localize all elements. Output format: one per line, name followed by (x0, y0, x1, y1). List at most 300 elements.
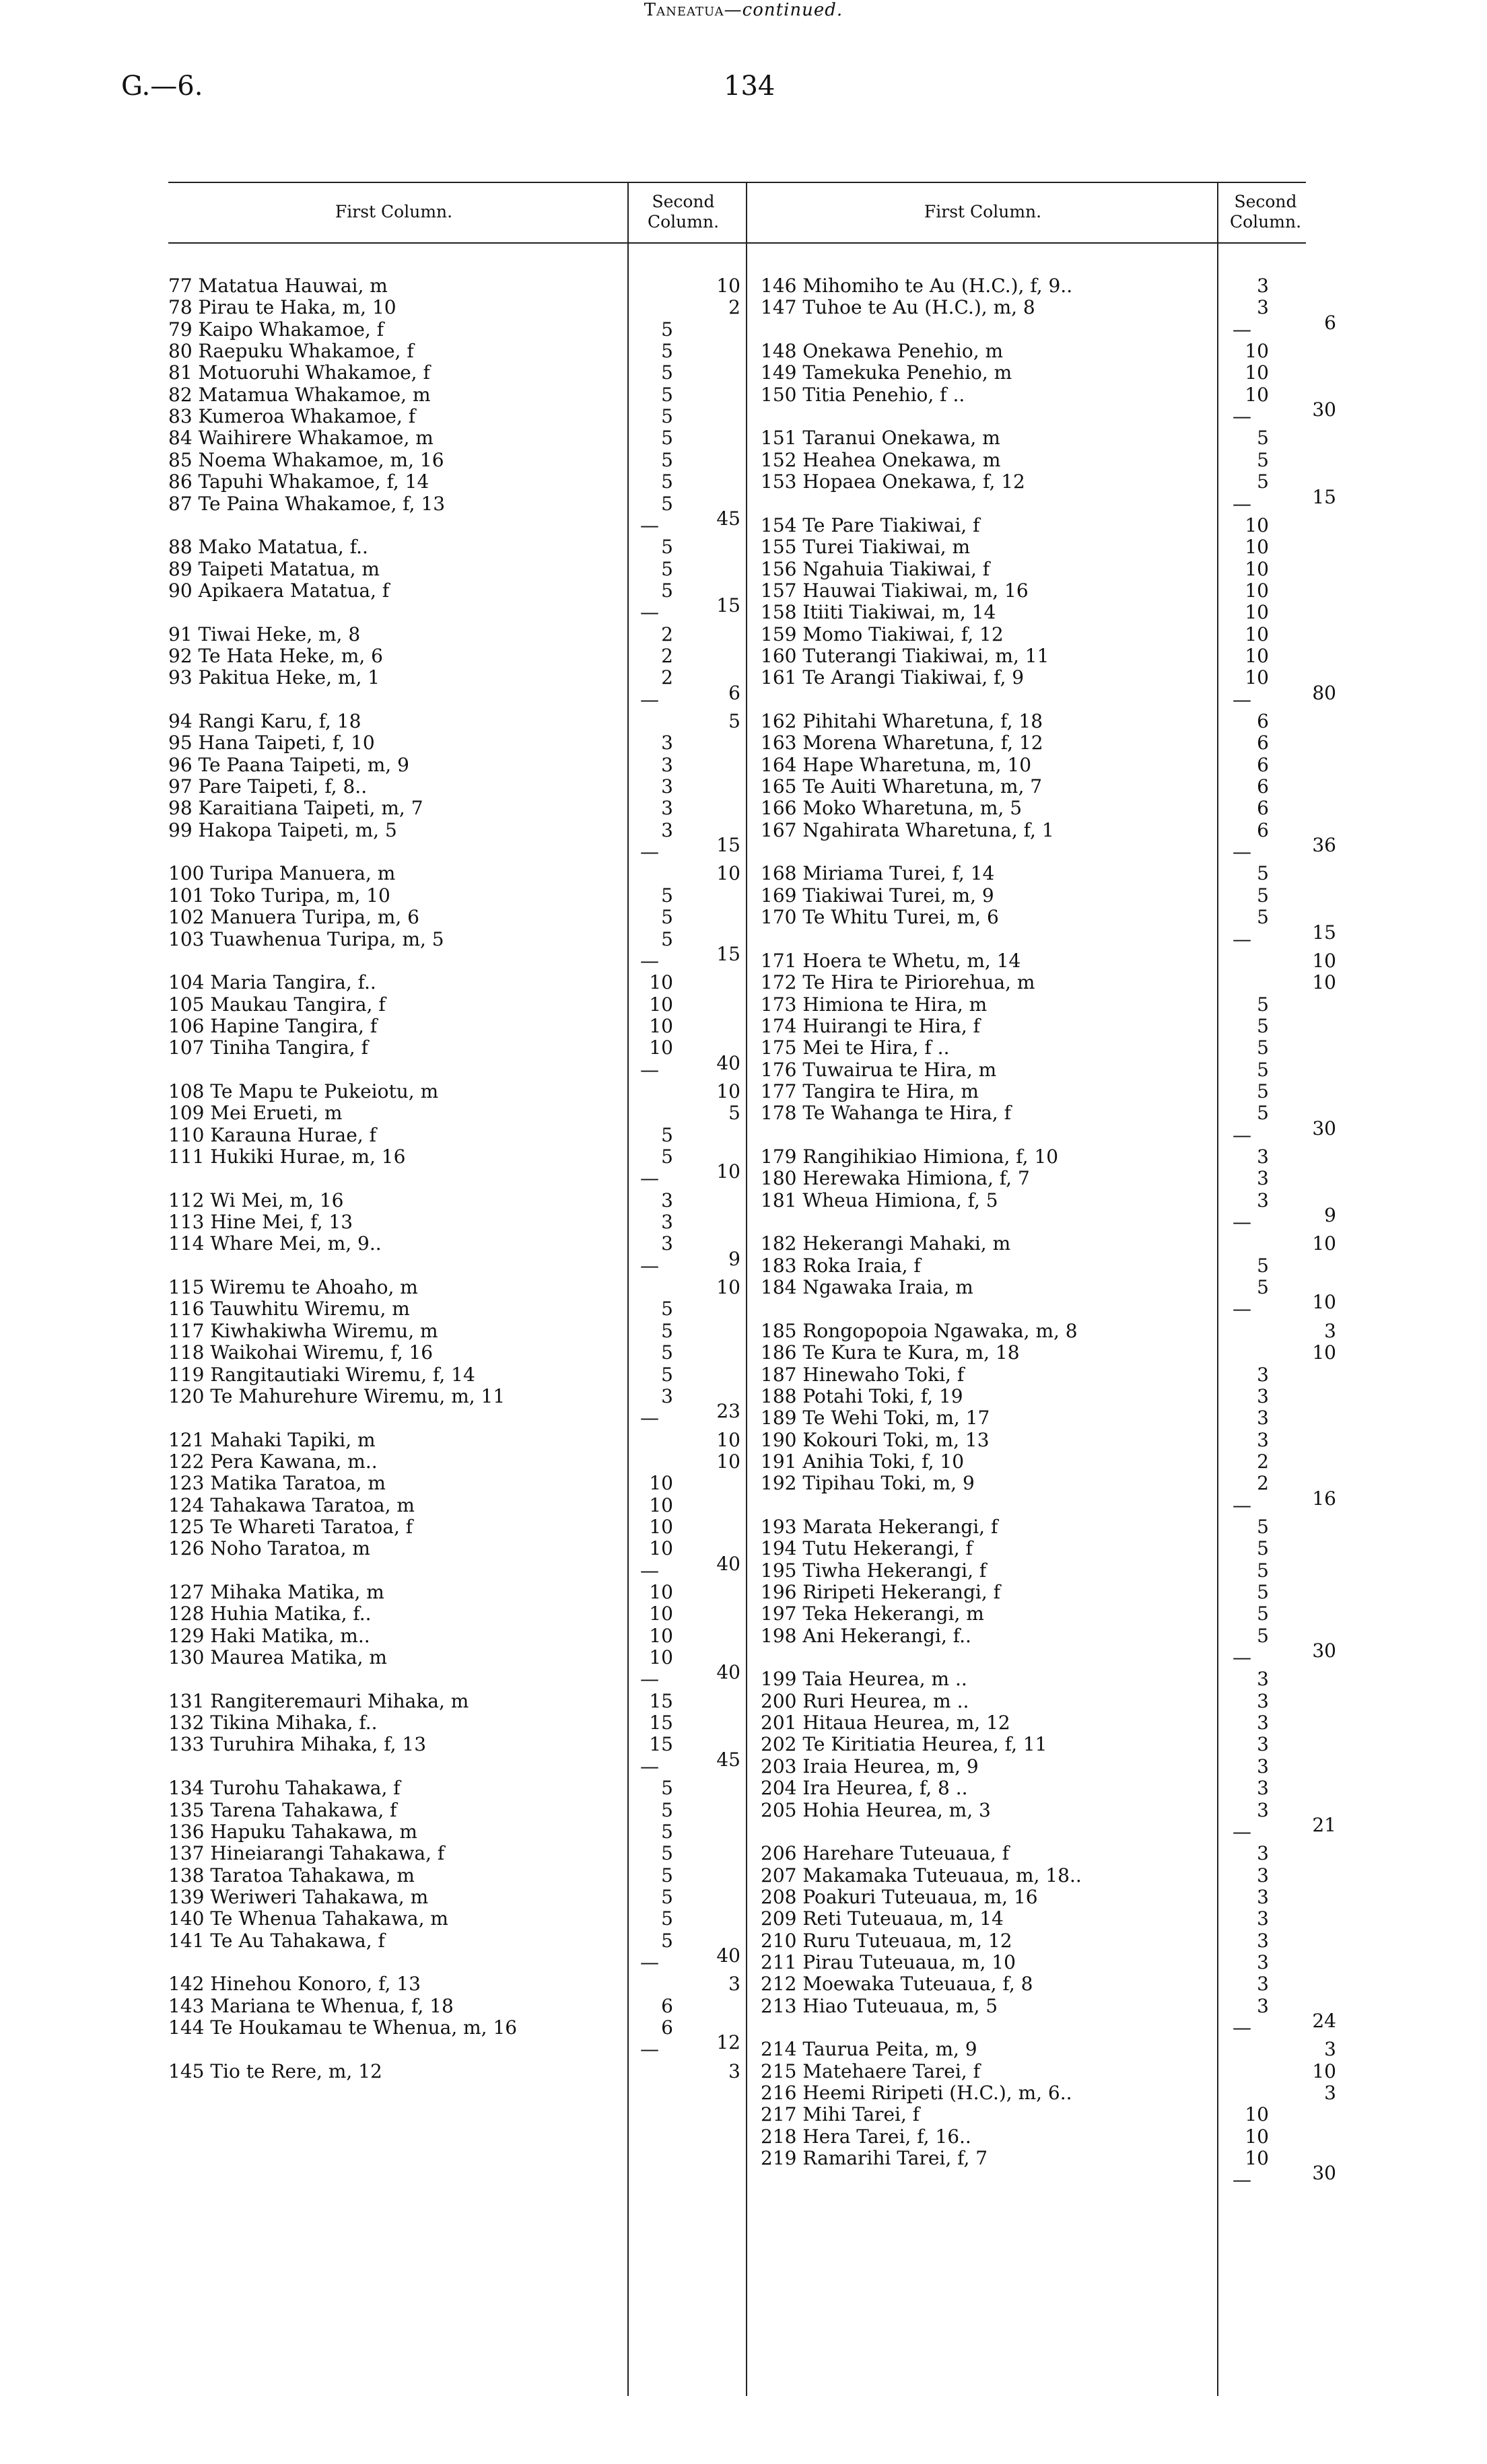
right-subtotal-value: 30 (1312, 398, 1336, 421)
left-entry-name: 105 Maukau Tangira, f (168, 993, 386, 1016)
right-entry-value: 6 (1257, 775, 1269, 798)
left-subtotal-value: 40 (716, 1661, 740, 1684)
right-entry-name: 215 Matehaere Tarei, f (761, 2060, 980, 2082)
left-first-column-header: First Column. (335, 202, 453, 221)
right-entry-name: 212 Moewaka Tuteuaua, f, 8 (761, 1973, 1033, 1996)
right-entry-name: 156 Ngahuia Tiakiwai, f (761, 557, 990, 580)
left-entry-name: 126 Noho Taratoa, m (168, 1537, 370, 1560)
left-subtotal-dash: — (640, 1950, 659, 1973)
left-subtotal-dash: — (640, 1254, 659, 1277)
left-entry-value: 5 (661, 1820, 673, 1843)
left-entry-name: 144 Te Houkamau te Whenua, m, 16 (168, 2016, 518, 2039)
right-entry-value: 6 (1257, 732, 1269, 754)
left-entry-name: 111 Hukiki Hurae, m, 16 (168, 1146, 406, 1168)
right-entry-value: 3 (1257, 1668, 1269, 1691)
left-subtotal-dash: — (640, 1755, 659, 1777)
left-entry-value: 10 (649, 1472, 673, 1495)
right-entry-name: 210 Ruru Tuteuaua, m, 12 (761, 1929, 1012, 1952)
left-entry-value: 5 (661, 557, 673, 580)
left-entry-value: 10 (716, 862, 740, 885)
right-entry-name: 183 Roka Iraia, f (761, 1254, 921, 1277)
left-entry-name: 114 Whare Mei, m, 9.. (168, 1232, 382, 1255)
right-entry-value: 3 (1257, 1384, 1269, 1407)
right-second-column-header (1215, 192, 1316, 232)
left-entry-name: 107 Tiniha Tangira, f (168, 1036, 368, 1059)
left-entry-value: 15 (649, 1689, 673, 1712)
right-entry-value: 5 (1257, 1624, 1269, 1647)
right-entry-value: 3 (1257, 1167, 1269, 1190)
left-entry-value: 5 (728, 1102, 740, 1125)
right-entry-value: 3 (1257, 1189, 1269, 1211)
left-entry-name: 141 Te Au Tahakawa, f (168, 1929, 385, 1952)
left-entry-value: 5 (661, 470, 673, 493)
right-entry-name: 209 Reti Tuteuaua, m, 14 (761, 1907, 1004, 1930)
left-subtotal-value: 40 (716, 1944, 740, 1967)
left-entry-name: 99 Hakopa Taipeti, m, 5 (168, 818, 397, 841)
right-entry-value: 5 (1257, 884, 1269, 907)
right-entry-value: 10 (1245, 2147, 1269, 2170)
left-entry-name: 133 Turuhira Mihaka, f, 13 (168, 1733, 427, 1756)
left-entry-name: 120 Te Mahurehure Wiremu, m, 11 (168, 1384, 506, 1407)
left-entry-name: 110 Karauna Hurae, f (168, 1123, 376, 1146)
left-entry-name: 98 Karaitiana Taipeti, m, 7 (168, 797, 423, 820)
right-entry-name: 187 Hinewaho Toki, f (761, 1363, 965, 1386)
left-entry-value: 10 (649, 971, 673, 994)
left-entry-name: 139 Weriweri Tahakawa, m (168, 1885, 429, 1908)
right-entry-name: 207 Makamaka Tuteuaua, m, 18.. (761, 1864, 1082, 1887)
right-entry-value: 5 (1257, 448, 1269, 471)
left-entry-value: 5 (661, 1842, 673, 1865)
right-entry-value: 10 (1245, 361, 1269, 384)
left-entry-name: 130 Maurea Matika, m (168, 1646, 387, 1669)
left-entry-value: 2 (661, 623, 673, 645)
left-entry-name: 119 Rangitautiaki Wiremu, f, 14 (168, 1363, 475, 1386)
left-entry-value: 3 (661, 818, 673, 841)
right-entry-name: 219 Ramarihi Tarei, f, 7 (761, 2147, 988, 2170)
left-entry-name: 81 Motuoruhi Whakamoe, f (168, 361, 430, 384)
right-entry-value: 3 (1257, 1798, 1269, 1821)
right-entry-value: 2 (1257, 1450, 1269, 1473)
left-entry-value: 10 (649, 1515, 673, 1538)
left-entry-name: 104 Maria Tangira, f.. (168, 971, 376, 994)
left-subtotal-value: 15 (716, 834, 740, 857)
left-entry-value: 3 (661, 1232, 673, 1255)
left-entry-value: 3 (728, 2060, 740, 2082)
right-subtotal-dash: — (1233, 1123, 1251, 1146)
left-entry-value: 5 (661, 579, 673, 602)
left-entry-name: 136 Hapuku Tahakawa, m (168, 1820, 417, 1843)
right-subtotal-value: 36 (1312, 834, 1336, 857)
right-entry-value: 3 (1257, 1994, 1269, 2017)
left-entry-value: 5 (661, 405, 673, 428)
left-subtotal-value: 12 (716, 2031, 740, 2054)
right-entry-name: 192 Tipihau Toki, m, 9 (761, 1472, 975, 1495)
left-entry-name: 90 Apikaera Matatua, f (168, 579, 390, 602)
left-subtotal-dash: — (640, 949, 659, 972)
right-subtotal-dash: — (1233, 1820, 1251, 1843)
left-entry-name: 124 Tahakawa Taratoa, m (168, 1493, 415, 1516)
right-entry-name: 189 Te Wehi Toki, m, 17 (761, 1407, 990, 1430)
right-entry-name: 214 Taurua Peita, m, 9 (761, 2038, 977, 2061)
right-entry-name: 158 Itiiti Tiakiwai, m, 14 (761, 601, 996, 624)
right-entry-name: 197 Teka Hekerangi, m (761, 1603, 984, 1625)
left-entry-value: 5 (661, 1319, 673, 1342)
right-subtotal-value: 15 (1312, 485, 1336, 508)
left-entry-value: 5 (661, 448, 673, 471)
left-entry-name: 118 Waikohai Wiremu, f, 16 (168, 1341, 434, 1364)
left-entry-name: 93 Pakitua Heke, m, 1 (168, 666, 380, 689)
right-entry-name: 168 Miriama Turei, f, 14 (761, 862, 995, 885)
left-entry-name: 132 Tikina Mihaka, f.. (168, 1712, 378, 1734)
left-entry-value: 10 (649, 1493, 673, 1516)
right-entry-name: 195 Tiwha Hekerangi, f (761, 1559, 987, 1582)
left-subtotal-value: 10 (716, 1160, 740, 1183)
right-entry-name: 154 Te Pare Tiakiwai, f (761, 514, 980, 536)
right-entry-name: 186 Te Kura te Kura, m, 18 (761, 1341, 1020, 1364)
left-entry-value: 3 (661, 1189, 673, 1211)
left-entry-value: 10 (649, 1646, 673, 1669)
left-subtotal-value: 23 (716, 1400, 740, 1423)
right-entry-value: 3 (1257, 1973, 1269, 1996)
right-entry-value: 3 (1257, 1363, 1269, 1386)
right-entry-value: 6 (1257, 753, 1269, 776)
right-entry-value: 10 (1312, 2060, 1336, 2082)
left-entry-value: 5 (661, 1123, 673, 1146)
right-entry-value: 3 (1257, 1842, 1269, 1865)
header-top-rule (168, 182, 1306, 183)
left-entry-value: 2 (661, 666, 673, 689)
page-reference: G.—6. (121, 71, 203, 102)
right-entry-value: 3 (1324, 2082, 1336, 2105)
left-entry-name: 101 Toko Turipa, m, 10 (168, 884, 390, 907)
right-entry-value: 3 (1257, 1428, 1269, 1451)
right-entry-value: 3 (1324, 2038, 1336, 2061)
right-entry-value: 5 (1257, 1080, 1269, 1102)
right-entry-name: 218 Hera Tarei, f, 16.. (761, 2125, 971, 2148)
left-subtotal-dash: — (640, 601, 659, 624)
right-subtotal-dash: — (1233, 688, 1251, 711)
left-entry-value: 5 (661, 1885, 673, 1908)
left-entry-value: 5 (661, 906, 673, 929)
left-entry-name: 79 Kaipo Whakamoe, f (168, 318, 384, 341)
right-entry-value: 5 (1257, 1058, 1269, 1081)
left-entry-value: 6 (661, 1994, 673, 2017)
left-entry-name: 80 Raepuku Whakamoe, f (168, 340, 414, 363)
right-subtotal-value: 9 (1324, 1204, 1336, 1227)
right-entry-name: 208 Poakuri Tuteuaua, m, 16 (761, 1885, 1038, 1908)
left-entry-name: 87 Te Paina Whakamoe, f, 13 (168, 492, 446, 515)
left-subtotal-value: 45 (716, 507, 740, 530)
right-entry-value: 10 (1245, 536, 1269, 559)
right-entry-value: 10 (1245, 514, 1269, 536)
right-entry-value: 5 (1257, 993, 1269, 1016)
left-subtotal-value: 40 (716, 1051, 740, 1074)
left-entry-name: 95 Hana Taipeti, f, 10 (168, 732, 375, 754)
right-entry-value: 3 (1257, 275, 1269, 297)
left-entry-value: 5 (661, 1929, 673, 1952)
left-entry-value: 5 (661, 1363, 673, 1386)
right-entry-name: 205 Hohia Heurea, m, 3 (761, 1798, 991, 1821)
right-entry-name: 196 Riripeti Hekerangi, f (761, 1581, 1001, 1603)
subtitle-continued: —continued. (724, 0, 843, 20)
right-second-header-line1: Second (1234, 192, 1297, 211)
right-entry-value: 10 (1312, 1232, 1336, 1255)
left-entry-name: 115 Wiremu te Ahoaho, m (168, 1276, 418, 1299)
left-entry-value: 5 (661, 536, 673, 559)
left-subtotal-dash: — (640, 2038, 659, 2061)
subtitle-main: Taneatua (644, 0, 724, 20)
left-entry-value: 5 (728, 710, 740, 732)
right-entry-value: 3 (1257, 1885, 1269, 1908)
left-entry-name: 134 Turohu Tahakawa, f (168, 1777, 401, 1800)
right-entry-name: 200 Ruri Heurea, m .. (761, 1689, 969, 1712)
right-entry-name: 166 Moko Wharetuna, m, 5 (761, 797, 1023, 820)
left-entry-value: 3 (661, 775, 673, 798)
left-entry-name: 83 Kumeroa Whakamoe, f (168, 405, 416, 428)
right-entry-value: 5 (1257, 1102, 1269, 1125)
left-subtotal-value: 45 (716, 1748, 740, 1771)
right-entry-value: 6 (1257, 710, 1269, 732)
right-entry-name: 163 Morena Wharetuna, f, 12 (761, 732, 1043, 754)
left-second-column-header (626, 192, 740, 232)
right-entry-value: 5 (1257, 427, 1269, 450)
left-entry-name: 92 Te Hata Heke, m, 6 (168, 644, 383, 667)
right-entry-name: 175 Mei te Hira, f .. (761, 1036, 950, 1059)
right-entry-name: 169 Tiakiwai Turei, m, 9 (761, 884, 994, 907)
left-entry-name: 77 Matatua Hauwai, m (168, 275, 388, 297)
left-entry-value: 6 (661, 2016, 673, 2039)
right-entry-name: 160 Tuterangi Tiakiwai, m, 11 (761, 644, 1049, 667)
left-subtotal-dash: — (640, 841, 659, 864)
left-entry-value: 5 (661, 318, 673, 341)
right-first-column-header: First Column. (924, 202, 1042, 221)
left-entry-name: 145 Tio te Rere, m, 12 (168, 2060, 382, 2082)
right-entry-name: 157 Hauwai Tiakiwai, m, 16 (761, 579, 1029, 602)
left-entry-value: 10 (649, 1537, 673, 1560)
right-subtotal-value: 30 (1312, 1640, 1336, 1662)
right-entry-name: 152 Heahea Onekawa, m (761, 448, 1001, 471)
center-divider (746, 182, 747, 2396)
right-entry-name: 188 Potahi Toki, f, 19 (761, 1384, 963, 1407)
right-subtotal-dash: — (1233, 492, 1251, 515)
right-subtotal-value: 80 (1312, 681, 1336, 704)
right-entry-name: 185 Rongopopoia Ngawaka, m, 8 (761, 1319, 1078, 1342)
left-entry-name: 88 Mako Matatua, f.. (168, 536, 368, 559)
right-entry-name: 172 Te Hira te Piriorehua, m (761, 971, 1035, 994)
left-entry-value: 5 (661, 361, 673, 384)
left-entry-name: 89 Taipeti Matatua, m (168, 557, 380, 580)
right-entry-value: 6 (1257, 818, 1269, 841)
right-entry-name: 155 Turei Tiakiwai, m (761, 536, 971, 559)
left-entry-value: 5 (661, 492, 673, 515)
left-entry-value: 3 (661, 1211, 673, 1234)
right-entry-value: 10 (1312, 949, 1336, 972)
left-entry-name: 82 Matamua Whakamoe, m (168, 383, 431, 406)
right-entry-value: 3 (1257, 1689, 1269, 1712)
left-entry-name: 86 Tapuhi Whakamoe, f, 14 (168, 470, 429, 493)
right-subtotal-dash: — (1233, 2169, 1251, 2191)
left-subtotal-value: 9 (728, 1247, 740, 1270)
page-subtitle (0, 0, 1487, 20)
right-entry-value: 3 (1324, 1319, 1336, 1342)
left-subtotal-value: 6 (728, 681, 740, 704)
left-entry-name: 137 Hineiarangi Tahakawa, f (168, 1842, 445, 1865)
left-entry-name: 108 Te Mapu te Pukeiotu, m (168, 1080, 439, 1102)
right-subtotal-dash: — (1233, 405, 1251, 428)
left-entry-value: 5 (661, 1798, 673, 1821)
left-entry-name: 122 Pera Kawana, m.. (168, 1450, 378, 1473)
left-entry-name: 96 Te Paana Taipeti, m, 9 (168, 753, 409, 776)
left-entry-value: 10 (716, 1080, 740, 1102)
right-second-header-line2: Column. (1229, 212, 1302, 232)
right-entry-value: 10 (1312, 971, 1336, 994)
right-entry-name: 148 Onekawa Penehio, m (761, 340, 1004, 363)
header-bottom-rule (168, 242, 1306, 244)
right-subtotal-value: 30 (1312, 1117, 1336, 1139)
right-subtotal-value: 21 (1312, 1813, 1336, 1836)
left-entry-name: 131 Rangiteremauri Mihaka, m (168, 1689, 469, 1712)
right-subtotal-dash: — (1233, 927, 1251, 950)
right-entry-name: 206 Harehare Tuteuaua, f (761, 1842, 1010, 1865)
left-entry-name: 142 Hinehou Konoro, f, 13 (168, 1973, 421, 1996)
right-entry-name: 180 Herewaka Himiona, f, 7 (761, 1167, 1030, 1190)
right-entry-name: 178 Te Wahanga te Hira, f (761, 1102, 1011, 1125)
left-entry-value: 10 (716, 1428, 740, 1451)
left-subtotal-value: 15 (716, 942, 740, 965)
right-entry-name: 173 Himiona te Hira, m (761, 993, 988, 1016)
right-entry-value: 3 (1257, 1755, 1269, 1777)
left-entry-name: 128 Huhia Matika, f.. (168, 1603, 372, 1625)
left-entry-value: 3 (661, 1384, 673, 1407)
right-subtotal-dash: — (1233, 1298, 1251, 1321)
left-entry-value: 3 (661, 753, 673, 776)
left-subtotal-dash: — (640, 514, 659, 536)
right-entry-value: 3 (1257, 1864, 1269, 1887)
right-subtotal-dash: — (1233, 2016, 1251, 2039)
right-entry-name: 165 Te Auiti Wharetuna, m, 7 (761, 775, 1043, 798)
left-entry-value: 5 (661, 427, 673, 450)
right-subtotal-value: 6 (1324, 311, 1336, 334)
right-entry-value: 6 (1257, 797, 1269, 820)
right-entry-value: 3 (1257, 1777, 1269, 1800)
right-entry-name: 176 Tuwairua te Hira, m (761, 1058, 997, 1081)
left-entry-value: 5 (661, 927, 673, 950)
right-subtotal-dash: — (1233, 841, 1251, 864)
right-entry-name: 203 Iraia Heurea, m, 9 (761, 1755, 979, 1777)
right-subtotal-dash: — (1233, 1493, 1251, 1516)
left-subtotal-dash: — (640, 1058, 659, 1081)
right-entry-name: 177 Tangira te Hira, m (761, 1080, 979, 1102)
right-entry-name: 149 Tamekuka Penehio, m (761, 361, 1012, 384)
left-entry-name: 102 Manuera Turipa, m, 6 (168, 906, 419, 929)
left-subtotal-dash: — (640, 1668, 659, 1691)
right-entry-name: 150 Titia Penehio, f .. (761, 383, 965, 406)
right-entry-value: 3 (1257, 1733, 1269, 1756)
left-entry-value: 10 (649, 1036, 673, 1059)
right-entry-name: 184 Ngawaka Iraia, m (761, 1276, 973, 1299)
left-entry-value: 10 (649, 1581, 673, 1603)
left-entry-value: 5 (661, 383, 673, 406)
right-entry-name: 162 Pihitahi Wharetuna, f, 18 (761, 710, 1043, 732)
left-entry-name: 94 Rangi Karu, f, 18 (168, 710, 361, 732)
right-entry-name: 147 Tuhoe te Au (H.C.), m, 8 (761, 296, 1035, 319)
left-entry-value: 5 (661, 1907, 673, 1930)
right-entry-name: 164 Hape Wharetuna, m, 10 (761, 753, 1032, 776)
left-entry-name: 85 Noema Whakamoe, m, 16 (168, 448, 444, 471)
left-second-header-line1: Second (652, 192, 715, 211)
left-entry-value: 10 (716, 1450, 740, 1473)
right-entry-name: 198 Ani Hekerangi, f.. (761, 1624, 971, 1647)
left-entry-value: 10 (649, 993, 673, 1016)
right-entry-value: 10 (1245, 579, 1269, 602)
right-entry-value: 5 (1257, 906, 1269, 929)
left-entry-value: 3 (661, 732, 673, 754)
page-number: 134 (724, 71, 775, 102)
left-entry-value: 10 (716, 275, 740, 297)
right-entry-name: 159 Momo Tiakiwai, f, 12 (761, 623, 1004, 645)
left-entry-name: 78 Pirau te Haka, m, 10 (168, 296, 396, 319)
left-value-divider (627, 182, 629, 2396)
left-entry-value: 10 (649, 1603, 673, 1625)
right-entry-value: 10 (1245, 666, 1269, 689)
left-subtotal-dash: — (640, 1559, 659, 1582)
right-entry-value: 10 (1245, 601, 1269, 624)
right-entry-name: 179 Rangihikiao Himiona, f, 10 (761, 1146, 1059, 1168)
left-entry-name: 117 Kiwhakiwha Wiremu, m (168, 1319, 438, 1342)
right-entry-value: 10 (1245, 340, 1269, 363)
left-entry-name: 106 Hapine Tangira, f (168, 1014, 378, 1037)
left-entry-name: 125 Te Whareti Taratoa, f (168, 1515, 413, 1538)
left-second-header-line2: Column. (647, 212, 720, 232)
right-entry-value: 5 (1257, 1036, 1269, 1059)
right-subtotal-value: 30 (1312, 2162, 1336, 2185)
left-entry-name: 121 Mahaki Tapiki, m (168, 1428, 376, 1451)
right-entry-value: 3 (1257, 1950, 1269, 1973)
right-entry-value: 10 (1245, 557, 1269, 580)
right-subtotal-value: 24 (1312, 2010, 1336, 2032)
right-entry-value: 3 (1257, 1712, 1269, 1734)
right-entry-name: 194 Tutu Hekerangi, f (761, 1537, 973, 1560)
right-entry-name: 204 Ira Heurea, f, 8 .. (761, 1777, 968, 1800)
left-entry-value: 5 (661, 884, 673, 907)
right-entry-value: 5 (1257, 1581, 1269, 1603)
left-entry-name: 97 Pare Taipeti, f, 8.. (168, 775, 368, 798)
right-entry-value: 2 (1257, 1472, 1269, 1495)
right-entry-value: 3 (1257, 1146, 1269, 1168)
right-entry-name: 190 Kokouri Toki, m, 13 (761, 1428, 990, 1451)
right-entry-value: 3 (1257, 296, 1269, 319)
right-entry-name: 191 Anihia Toki, f, 10 (761, 1450, 965, 1473)
right-entry-name: 199 Taia Heurea, m .. (761, 1668, 967, 1691)
right-entry-name: 213 Hiao Tuteuaua, m, 5 (761, 1994, 998, 2017)
right-entry-name: 167 Ngahirata Wharetuna, f, 1 (761, 818, 1054, 841)
right-entry-value: 5 (1257, 1014, 1269, 1037)
left-entry-value: 5 (661, 1146, 673, 1168)
left-subtotal-dash: — (640, 1407, 659, 1430)
right-subtotal-dash: — (1233, 1646, 1251, 1669)
left-subtotal-dash: — (640, 688, 659, 711)
right-entry-name: 146 Mihomiho te Au (H.C.), f, 9.. (761, 275, 1073, 297)
right-entry-value: 3 (1257, 1407, 1269, 1430)
right-entry-value: 3 (1257, 1929, 1269, 1952)
right-entry-name: 151 Taranui Onekawa, m (761, 427, 1000, 450)
left-entry-value: 10 (649, 1014, 673, 1037)
right-entry-name: 216 Heemi Riripeti (H.C.), m, 6.. (761, 2082, 1072, 2105)
right-entry-value: 10 (1245, 2103, 1269, 2126)
right-entry-value: 5 (1257, 1254, 1269, 1277)
left-entry-name: 140 Te Whenua Tahakawa, m (168, 1907, 448, 1930)
right-entry-name: 211 Pirau Tuteuaua, m, 10 (761, 1950, 1016, 1973)
